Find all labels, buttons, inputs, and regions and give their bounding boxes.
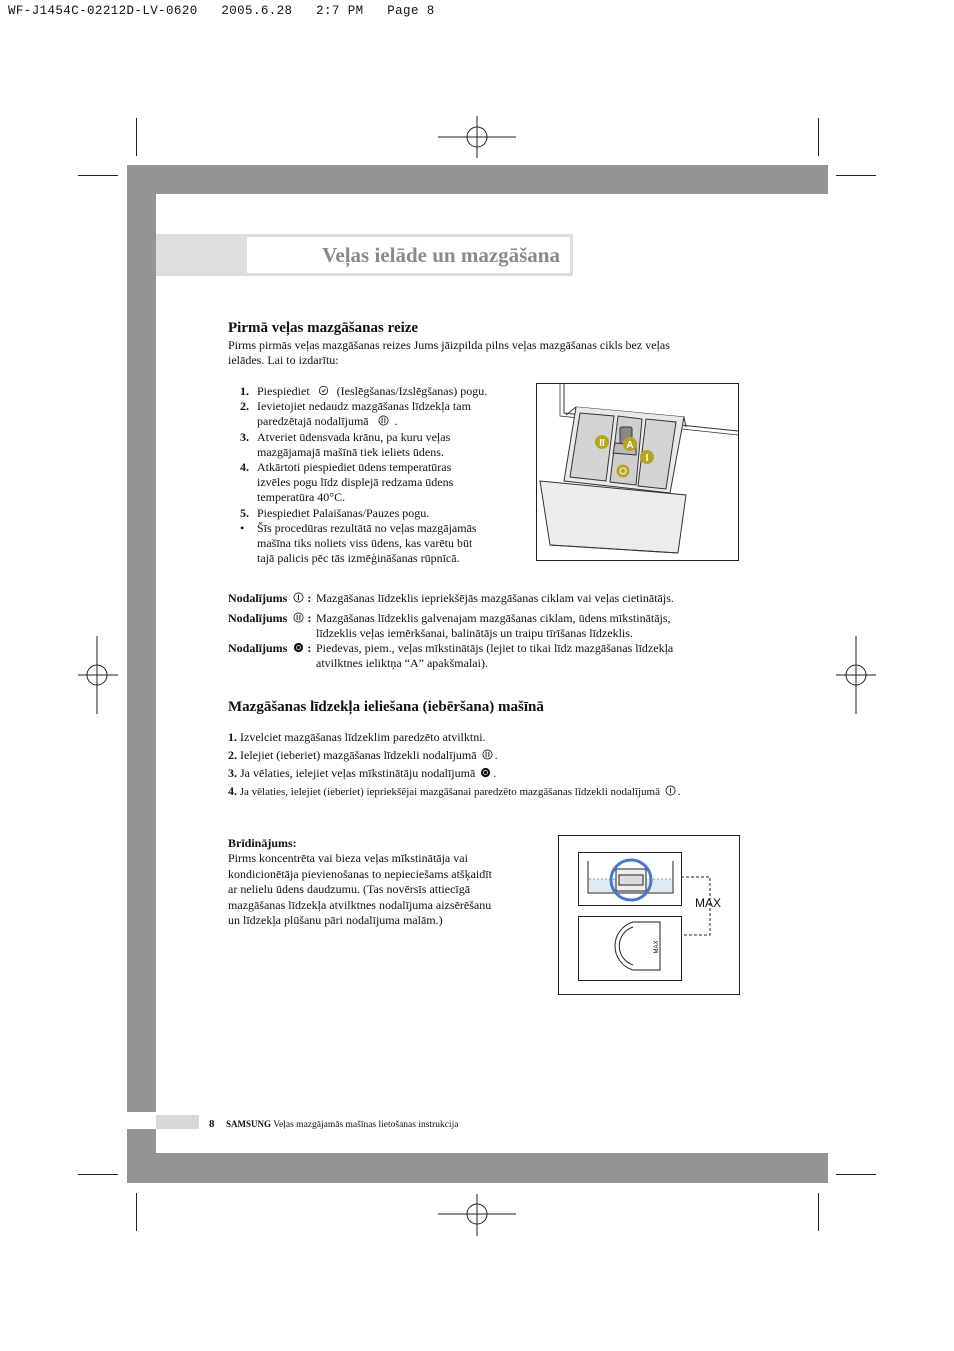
drawer-label-i: I bbox=[645, 453, 649, 464]
list-item: 2. Ielejiet (ieberiet) mazgāšanas līdzekli nodalījumā . bbox=[228, 748, 498, 762]
list-item: 4. Ja vēlaties, ielejiet (ieberiet) iepriekšējai mazgāšanai paredzēto mazgāšanas līdzekli nodalījumā . bbox=[228, 784, 681, 798]
compartment-desc-softener: Nodalījums : Piedevas, piem., veļas mīkstinātājs (lejiet to tikai līdz mazgāšanas līdzekļa atvilktnes ieliktņa “A” apakšmalai). bbox=[228, 641, 674, 670]
flower-icon bbox=[293, 642, 304, 653]
max-label: MAX bbox=[695, 896, 722, 910]
list-item: 2. Ievietojiet nedaudz mazgāšanas līdzekļa tam paredzētajā nodalījumā . bbox=[240, 399, 471, 429]
registration-mark-bottom bbox=[438, 1192, 516, 1238]
drawer-label-a: A bbox=[626, 440, 634, 451]
footer-text: SAMSUNG Veļas mazgājamās mašīnas lietošanas instrukcija bbox=[226, 1119, 459, 1130]
intro-paragraph: Pirms pirmās veļas mazgāšanas reizes Jums jāizpilda pilns veļas mazgāšanas cikls bez veļas ielādes. Lai to izdarītu: bbox=[228, 338, 670, 367]
list-item: 3. Atveriet ūdensvada krānu, pa kuru veļas mazgājamajā mašīnā tiek ieliets ūdens. bbox=[240, 429, 451, 459]
detergent-steps bbox=[228, 728, 748, 801]
compartment-ii-icon bbox=[293, 612, 304, 623]
drawer-label-ii: II bbox=[599, 438, 605, 449]
frame-bar-top bbox=[127, 165, 828, 194]
list-item: 3. Ja vēlaties, ielejiet veļas mīkstinātāju nodalījumā . bbox=[228, 766, 497, 780]
compartment-desc-i: Nodalījums : Mazgāšanas līdzeklis iepriekšējās mazgāšanas ciklam vai veļas cietinātājs. bbox=[228, 591, 674, 605]
warning-heading: Brīdinājums: bbox=[228, 836, 297, 850]
frame-bar-left-lower bbox=[127, 1129, 156, 1153]
section-heading-adding-detergent: Mazgāšanas līdzekļa ieliešana (iebēršana) mašīnā bbox=[228, 699, 544, 715]
flower-icon bbox=[617, 465, 630, 478]
list-item: 1. Izvelciet mazgāšanas līdzeklim paredzēto atvilktni. bbox=[228, 730, 486, 744]
compartment-desc-ii: Nodalījums : Mazgāšanas līdzeklis galvenajam mazgāšanas ciklam, ūdens mīkstinātājs, līdzeklis veļas iemērkšanai, balinātājs un traipu tīrīšanas līdzeklis. bbox=[228, 611, 671, 640]
list-item: 5. Piespiediet Palaišanas/Pauzes pogu. bbox=[240, 505, 430, 520]
compartment-ii-icon bbox=[482, 749, 493, 760]
list-item: 4. Atkārtoti piespiediet ūdens temperatūras izvēles pogu līdz displejā redzama ūdens temperatūra 40°C. bbox=[240, 460, 454, 505]
footer-grey-block bbox=[156, 1115, 199, 1129]
warning-text: Pirms koncentrēta vai bieza veļas mīkstinātāja vai kondicionētāja pievienošanas to nepieciešams atšķaidīt ar nelielu ūdens daudzumu. (Tas novērsīs attiecīgā mazgāšanas līdzekļa atvilktnes nodalījuma aizsērēšanu un līdzekļa plūšanu pāri nodalījuma malām.) bbox=[228, 851, 492, 927]
first-wash-steps bbox=[228, 384, 518, 566]
list-item: • Šīs procedūras rezultātā no veļas mazgājamās mašīna tiks noliets viss ūdens, kas varētu būt tajā palicis pēc tās izmēģināšanas rūpnīcā. bbox=[240, 520, 477, 566]
compartment-i-icon bbox=[293, 592, 304, 603]
max-label-small: MAX bbox=[654, 940, 660, 954]
list-item: 1. Piespiediet (Ieslēgšanas/Izslēgšanas) pogu. bbox=[240, 384, 488, 398]
page-number: 8 bbox=[209, 1118, 215, 1130]
power-icon bbox=[318, 385, 329, 396]
section-heading-first-wash: Pirmā veļas mazgāšanas reize bbox=[228, 320, 419, 336]
frame-bar-left bbox=[127, 194, 156, 1112]
registration-mark-top bbox=[438, 116, 516, 162]
compartment-i-icon bbox=[665, 785, 676, 796]
registration-mark-left bbox=[78, 636, 118, 716]
print-header: WF-J1454C-02212D-LV-0620 2005.6.28 2:7 PM Page 8 bbox=[8, 4, 435, 18]
flower-icon bbox=[480, 767, 491, 778]
page-title: Veļas ielāde un mazgāšana bbox=[322, 243, 560, 267]
frame-bar-bottom bbox=[127, 1153, 828, 1183]
registration-mark-right bbox=[836, 636, 876, 716]
detergent-drawer-illustration bbox=[536, 383, 739, 561]
compartment-ii-icon bbox=[378, 415, 389, 426]
max-level-illustration bbox=[558, 835, 740, 995]
